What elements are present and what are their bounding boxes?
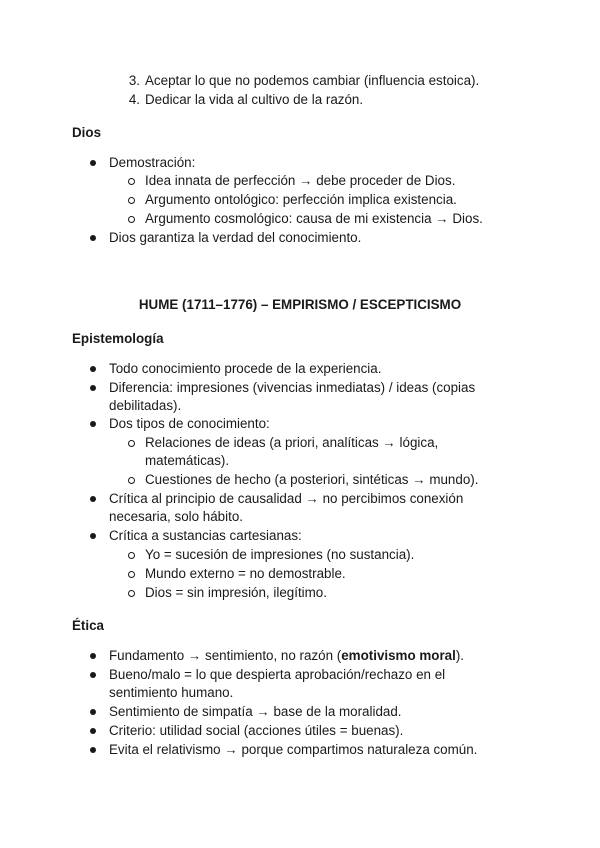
list-item: Crítica al principio de causalidad → no percibimos conexión <box>109 491 464 506</box>
bullet-icon <box>90 672 96 678</box>
list-item: Aceptar lo que no podemos cambiar (influencia estoica). <box>145 73 480 88</box>
list-item: Todo conocimiento procede de la experiencia. <box>109 361 382 376</box>
list-item-continuation: matemáticas). <box>145 453 230 468</box>
list-item: Idea innata de perfección → debe proceder de Dios. <box>145 173 456 188</box>
bullet-icon <box>90 533 96 539</box>
section-heading-epistemologia: Epistemología <box>72 331 164 346</box>
sub-bullet-icon <box>128 590 135 597</box>
list-item: Bueno/malo = lo que despierta aprobación/rechazo en el <box>109 667 446 682</box>
bullet-icon <box>90 421 96 427</box>
bullet-icon <box>90 160 96 166</box>
sub-bullet-icon <box>128 440 135 447</box>
sub-bullet-icon <box>128 571 135 578</box>
list-item: Demostración: <box>109 155 196 170</box>
list-item: Crítica a sustancias cartesianas: <box>109 528 302 543</box>
bullet-icon <box>90 747 96 753</box>
list-number: 4. <box>128 92 140 107</box>
list-item: Dios garantiza la verdad del conocimiento. <box>109 230 362 245</box>
list-item: Dedicar la vida al cultivo de la razón. <box>145 92 364 107</box>
list-item-continuation: necesaria, solo hábito. <box>109 509 243 524</box>
bullet-icon <box>90 709 96 715</box>
list-item <box>109 647 464 665</box>
sub-bullet-icon <box>128 477 135 484</box>
bullet-icon <box>90 235 96 241</box>
sub-bullet-icon <box>128 216 135 223</box>
list-item: Dos tipos de conocimiento: <box>109 416 270 431</box>
list-item: Argumento cosmológico: causa de mi existencia → Dios. <box>145 211 483 226</box>
list-item: Dios = sin impresión, ilegítimo. <box>145 585 327 600</box>
section-title-hume: HUME (1711–1776) – EMPIRISMO / ESCEPTICISMO <box>138 297 462 312</box>
list-item-continuation: debilitadas). <box>109 398 182 413</box>
list-item: Sentimiento de simpatía → base de la moralidad. <box>109 704 402 719</box>
list-item: Mundo externo = no demostrable. <box>145 566 346 581</box>
list-number: 3. <box>128 73 140 88</box>
bold-term: emotivismo moral <box>341 648 456 663</box>
list-item: Evita el relativismo → porque compartimos naturaleza común. <box>109 742 478 757</box>
bullet-icon <box>90 366 96 372</box>
bullet-icon <box>90 653 96 659</box>
list-item-text: ). <box>455 648 465 663</box>
bullet-icon <box>90 496 96 502</box>
bullet-icon <box>90 728 96 734</box>
section-heading-dios: Dios <box>72 125 102 140</box>
list-item-continuation: sentimiento humano. <box>109 685 234 700</box>
list-item: Relaciones de ideas (a priori, analíticas → lógica, <box>145 435 439 450</box>
list-item: Criterio: utilidad social (acciones útiles = buenas). <box>109 723 404 738</box>
list-item: Argumento ontológico: perfección implica existencia. <box>145 192 457 207</box>
bullet-icon <box>90 385 96 391</box>
sub-bullet-icon <box>128 197 135 204</box>
list-item: Cuestiones de hecho (a posteriori, sintéticas → mundo). <box>145 472 479 487</box>
sub-bullet-icon <box>128 178 135 185</box>
list-item-text: Fundamento → sentimiento, no razón ( <box>109 648 342 663</box>
list-item: Diferencia: impresiones (vivencias inmediatas) / ideas (copias <box>109 380 476 395</box>
sub-bullet-icon <box>128 552 135 559</box>
section-heading-etica: Ética <box>72 618 105 633</box>
list-item: Yo = sucesión de impresiones (no sustancia). <box>145 547 415 562</box>
